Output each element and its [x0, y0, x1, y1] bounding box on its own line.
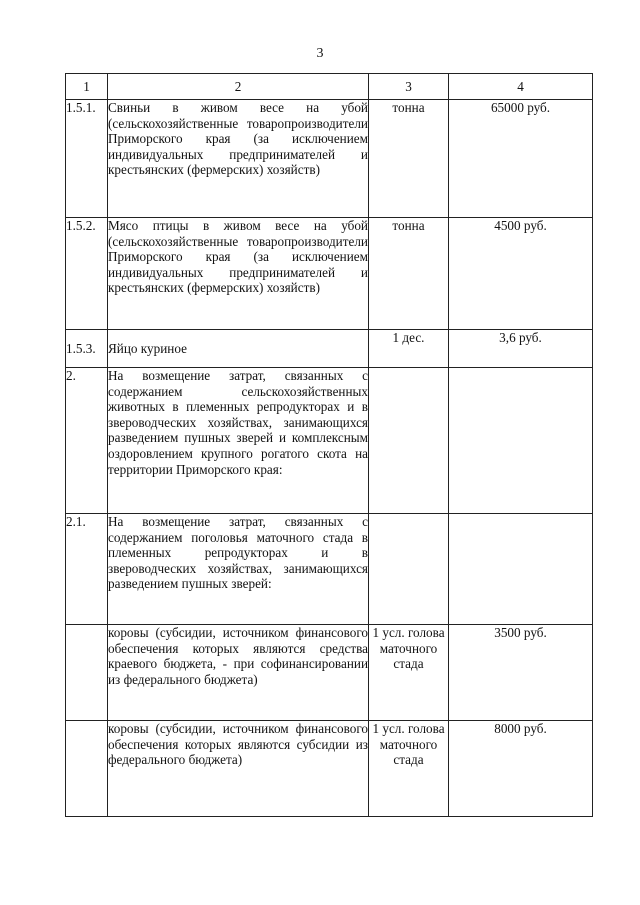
table-row: [66, 218, 593, 330]
subsidy-rate: 65000 руб.: [449, 100, 593, 218]
subsidy-rates-table: [65, 73, 593, 817]
header-cell: 4: [449, 74, 593, 100]
item-number: [66, 625, 108, 721]
subsidy-rate: 3500 руб.: [449, 625, 593, 721]
unit-of-measure: 1 усл. голова маточного стада: [369, 625, 449, 721]
unit-of-measure: [369, 368, 449, 514]
header-cell: 2: [108, 74, 369, 100]
subsidy-rate: 3,6 руб.: [449, 330, 593, 368]
subsidy-rate: [449, 368, 593, 514]
item-number: 1.5.1.: [66, 100, 108, 218]
subsidy-rate: 4500 руб.: [449, 218, 593, 330]
subsidy-rate: [449, 514, 593, 625]
table-row: [66, 514, 593, 625]
unit-of-measure: 1 дес.: [369, 330, 449, 368]
subsidy-rate: 8000 руб.: [449, 721, 593, 817]
item-description: Свиньи в живом весе на убой (сельскохозяйственные товаропроизводители Приморского края (за исключением индивидуальных предпринимателей и крестьянских (фермерских) хозяйств): [108, 100, 369, 218]
table-row: [66, 100, 593, 218]
table-row: [66, 330, 593, 368]
table-row: [66, 721, 593, 817]
unit-of-measure: [369, 514, 449, 625]
table-row: [66, 625, 593, 721]
item-description: На возмещение затрат, связанных с содержанием сельскохозяйственных животных в племенных репродукторах и в звероводческих хозяйствах, занимающихся разведением пушных зверей и комплексным оздоровлением крупного рогатого скота на территории Приморского края:: [108, 368, 369, 514]
item-number: 1.5.2.: [66, 218, 108, 330]
item-number: 2.: [66, 368, 108, 514]
table-header-row: [66, 74, 593, 100]
item-description: Мясо птицы в живом весе на убой (сельскохозяйственные товаропроизводители Приморского края (за исключением индивидуальных предпринимателей и крестьянских (фермерских) хозяйств): [108, 218, 369, 330]
header-cell: 3: [369, 74, 449, 100]
item-description: коровы (субсидии, источником финансового обеспечения которых являются субсидии из федерального бюджета): [108, 721, 369, 817]
table-row: [66, 368, 593, 514]
unit-of-measure: тонна: [369, 218, 449, 330]
item-number: [66, 721, 108, 817]
item-number: 1.5.3.: [66, 330, 108, 368]
unit-of-measure: тонна: [369, 100, 449, 218]
unit-of-measure: 1 усл. голова маточного стада: [369, 721, 449, 817]
header-cell: 1: [66, 74, 108, 100]
item-description: коровы (субсидии, источником финансового обеспечения которых являются средства краевого бюджета, - при софинансировании из федерального бюджета): [108, 625, 369, 721]
item-number: 2.1.: [66, 514, 108, 625]
item-description: Яйцо куриное: [108, 330, 369, 368]
page-number: 3: [316, 46, 324, 61]
item-description: На возмещение затрат, связанных с содержанием поголовья маточного стада в племенных репродукторах и в звероводческих хозяйствах, занимающихся разведением пушных зверей:: [108, 514, 369, 625]
